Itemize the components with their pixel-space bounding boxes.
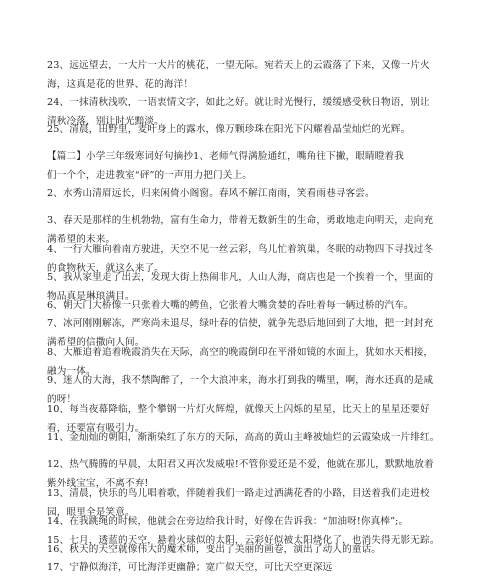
text-line: 24、一抹清秋浅吹，一语衷情文字，如此之好。就让时光慢行，缓缓感受秋日物语，别让 <box>47 97 430 108</box>
text-line: 16、秋天的天空就像伟大的魔术师，变出了美丽的画卷，演出了动人的童话。 <box>47 544 382 555</box>
text-line: 6、朝天门大桥像一只张着大嘴的鳄鱼，它张着大嘴贪婪的吞吐着每一辆过桥的汽车。 <box>47 300 414 311</box>
text-line: 3、春天是那样的生机勃勃，富有生命力，带着无数新生的生命，勇敢地走向明天，走向充 <box>47 215 434 226</box>
text-line: 5、我从家里走了出去，发现大街上热闹非凡，人山人海，商店也是一个挨着一个，里面的 <box>47 272 434 283</box>
text-line: 的呀！ <box>47 393 77 405</box>
paragraph-11 <box>47 429 457 448</box>
paragraph-14 <box>47 513 457 532</box>
text-line: 7、冰河刚刚解冻，严寒尚未退尽，绿叶春的信使，就争先恐后地回到了大地，把一封封充 <box>47 318 434 329</box>
text-line: 12、热气腾腾的早晨，太阳君又再次发威啦!不管你爱还是不爱，他就在那儿，默默地放着 <box>47 459 434 470</box>
text-line: 看，还要富有吸引力。 <box>47 422 145 434</box>
text-line: 【篇二】小学三年级寒词好句摘抄1、老师气得满脸通红，嘴角往下撇，眼睛瞪着我 <box>47 151 405 162</box>
text-line: 2、水秀山清眉远长，归来闲倚小阁窗。春风不解江南雨，笑看雨巷寻客尝。 <box>47 188 375 199</box>
text-line: 15、七月，透蓝的天空，悬着火球似的太阳，云彩好似被太阳烧化了，也消失得无影无踪。 <box>47 535 440 546</box>
text-line: 11、金灿灿的朝阳，渐渐染红了东方的天际，高高的黄山主峰被灿烂的云霞染成一片绯红。 <box>47 432 440 443</box>
text-line: 14、在我跳绳的时候，他就会在旁边给我计时，好像在告诉我：“加油呀!你真棒”;。 <box>47 516 409 527</box>
text-line: 紫外线宝宝，不离不弃! <box>47 477 149 489</box>
text-line: 满希望的信撒向人间。 <box>47 336 145 348</box>
text-line: 满希望的未来。 <box>47 233 116 245</box>
text-line: 9、迷人的大海，我不禁陶醉了，一个大浪冲来，海水打到我的嘴里，啊，海水还真的是咸 <box>47 375 434 386</box>
text-line: 23、远远望去，一大片一大片的桃花，一望无际。宛若天上的云霞落了下来，又像一片火 <box>47 60 430 71</box>
text-line: 10、每当夜幕降临，整个攀钢一片灯火辉煌，就像天上闪烁的星星，比天上的星星还要好 <box>47 404 430 415</box>
text-line: 园，眼里全是笑意。 <box>47 506 135 518</box>
paragraph-section-2 <box>47 148 457 185</box>
text-line: 们一个个，走进教室“砰”的一声用力把门关上。 <box>47 169 252 181</box>
text-line: 4、一行大雁向着南方驶进，天空不见一丝云彩，鸟儿忙着筑巢，冬眠的动物四下寻找过冬 <box>47 244 434 255</box>
text-line: 清秋冷落，别让时光黯淡。 <box>47 115 164 127</box>
paragraph-2 <box>47 185 457 204</box>
text-line: 海，这真是花的世界、花的海洋！ <box>47 78 194 90</box>
text-line: 8、大雁追着追着晚霞消失在天际，高空的晚霞倒印在平滑如镜的水面上，犹如水天相接， <box>47 347 434 358</box>
paragraph-16 <box>47 541 457 560</box>
text-line: 的食物秋天，就这么来了。 <box>47 262 164 274</box>
text-line: 物品真是琳琅满目。 <box>47 290 135 302</box>
paragraph-17 <box>47 559 457 578</box>
text-line: 融为一体。 <box>47 365 96 377</box>
paragraph-25 <box>47 121 457 140</box>
text-line: 17、宁静似海洋，可比海洋更幽静；宽广似天空，可比天空更深远 <box>47 562 333 573</box>
text-line: 13、清晨，快乐的鸟儿唱着歌，伴随着我们一路走过洒满花香的小路，目送着我们走进校 <box>47 488 430 499</box>
text-line: 25、清晨，田野里，麦叶身上的露水，像万颗珍珠在阳光下闪耀着晶莹灿烂的光辉。 <box>47 124 411 135</box>
paragraph-6 <box>47 297 457 316</box>
paragraph-23 <box>47 57 457 94</box>
